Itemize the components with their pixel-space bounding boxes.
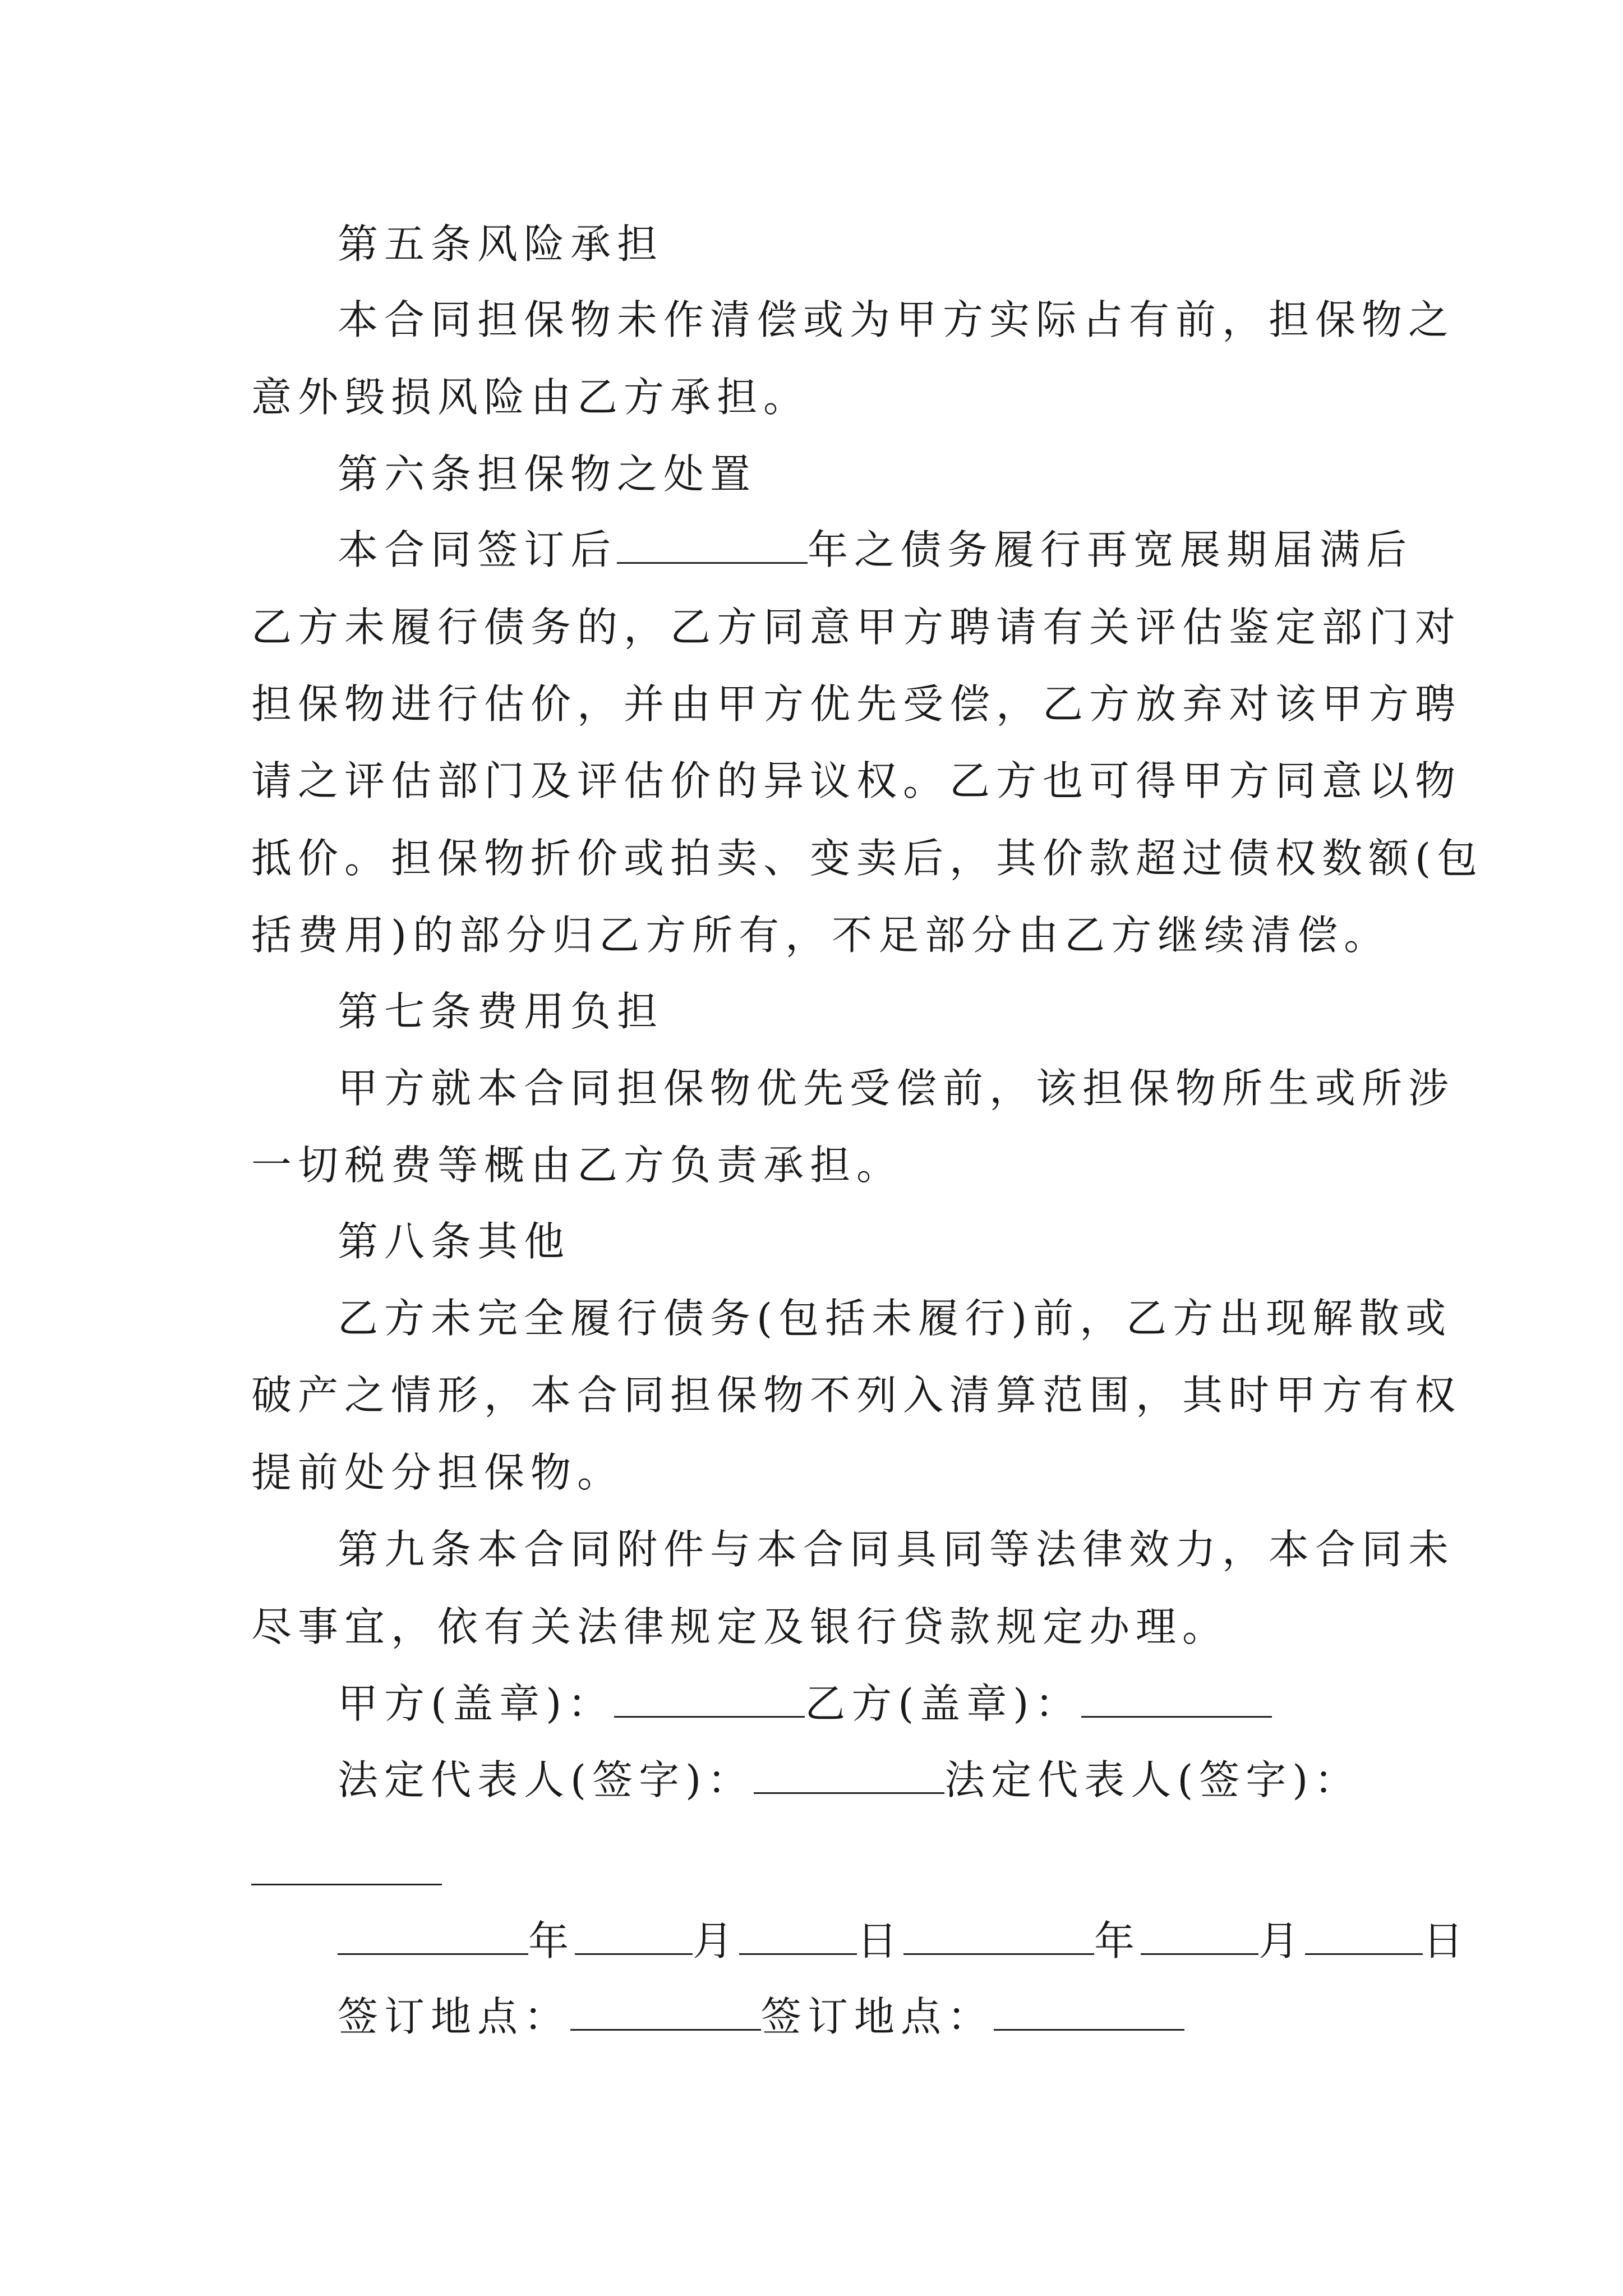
rep-b-label: 法定代表人(签字)： bbox=[944, 1756, 1361, 1803]
rep-a-blank bbox=[754, 1757, 944, 1794]
month-a-blank bbox=[575, 1918, 693, 1955]
article8-line2: 破产之情形，本合同担保物不列入清算范围，其时甲方有权 bbox=[251, 1372, 1462, 1419]
article5-title: 第五条风险承担 bbox=[338, 220, 664, 268]
day-a-blank bbox=[739, 1918, 857, 1955]
article6-line1 bbox=[338, 527, 1413, 572]
month-b-label: 月 bbox=[1258, 1917, 1306, 1964]
date-line bbox=[338, 1918, 1469, 1963]
year-a-label: 年 bbox=[528, 1917, 575, 1964]
article6-line1-before: 本合同签订后 bbox=[338, 526, 617, 573]
month-b-blank bbox=[1141, 1918, 1258, 1955]
place-b-blank bbox=[994, 1994, 1184, 2031]
article6-line4: 请之评估部门及评估价的异议权。乙方也可得甲方同意以物 bbox=[251, 757, 1462, 804]
party-b-seal-blank bbox=[1081, 1681, 1272, 1718]
month-a-label: 月 bbox=[693, 1917, 740, 1964]
rep-b-blank bbox=[251, 1884, 442, 1885]
article8-title: 第八条其他 bbox=[338, 1218, 571, 1265]
article7-line1: 甲方就本合同担保物优先受偿前，该担保物所生或所涉 bbox=[338, 1065, 1455, 1112]
day-a-label: 日 bbox=[857, 1917, 904, 1964]
place-b-label: 签订地点： bbox=[761, 1993, 994, 2040]
year-b-blank bbox=[903, 1918, 1094, 1955]
article6-line2: 乙方未履行债务的，乙方同意甲方聘请有关评估鉴定部门对 bbox=[251, 604, 1462, 651]
year-a-blank bbox=[338, 1918, 528, 1955]
article8-line3: 提前处分担保物。 bbox=[251, 1449, 624, 1496]
day-b-label: 日 bbox=[1423, 1917, 1470, 1964]
place-a-label: 签订地点： bbox=[338, 1993, 571, 2040]
seal-line bbox=[338, 1681, 1272, 1726]
article9-line2: 尽事宜，依有关法律规定及银行贷款规定办理。 bbox=[251, 1603, 1229, 1650]
place-line bbox=[338, 1994, 1184, 2039]
article5-line1: 本合同担保物未作清偿或为甲方实际占有前，担保物之 bbox=[338, 296, 1455, 343]
day-b-blank bbox=[1305, 1918, 1423, 1955]
place-a-blank bbox=[570, 1994, 761, 2031]
rep-a-label: 法定代表人(签字)： bbox=[338, 1756, 754, 1803]
party-b-seal-label: 乙方(盖章)： bbox=[805, 1680, 1082, 1727]
party-a-seal-label: 甲方(盖章)： bbox=[338, 1680, 615, 1727]
rep-line bbox=[338, 1757, 1361, 1802]
party-a-seal-blank bbox=[614, 1681, 805, 1718]
blank-years bbox=[617, 527, 808, 564]
article6-line6: 括费用)的部分归乙方所有，不足部分由乙方继续清偿。 bbox=[251, 912, 1391, 959]
article7-title: 第七条费用负担 bbox=[338, 988, 664, 1035]
article6-title: 第六条担保物之处置 bbox=[338, 450, 757, 498]
year-b-label: 年 bbox=[1094, 1917, 1141, 1964]
article6-line3: 担保物进行估价，并由甲方优先受偿，乙方放弃对该甲方聘 bbox=[251, 680, 1462, 728]
article5-line2: 意外毁损风险由乙方承担。 bbox=[251, 374, 810, 421]
article9-line1: 第九条本合同附件与本合同具同等法律效力，本合同未 bbox=[338, 1526, 1455, 1573]
article6-line5: 抵价。担保物折价或拍卖、变卖后，其价款超过债权数额(包 bbox=[251, 835, 1484, 882]
article6-line1-after: 年之债务履行再宽展期届满后 bbox=[808, 526, 1413, 573]
article7-line2: 一切税费等概由乙方负责承担。 bbox=[251, 1142, 903, 1189]
article8-line1: 乙方未完全履行债务(包括未履行)前，乙方出现解散或 bbox=[338, 1295, 1453, 1342]
